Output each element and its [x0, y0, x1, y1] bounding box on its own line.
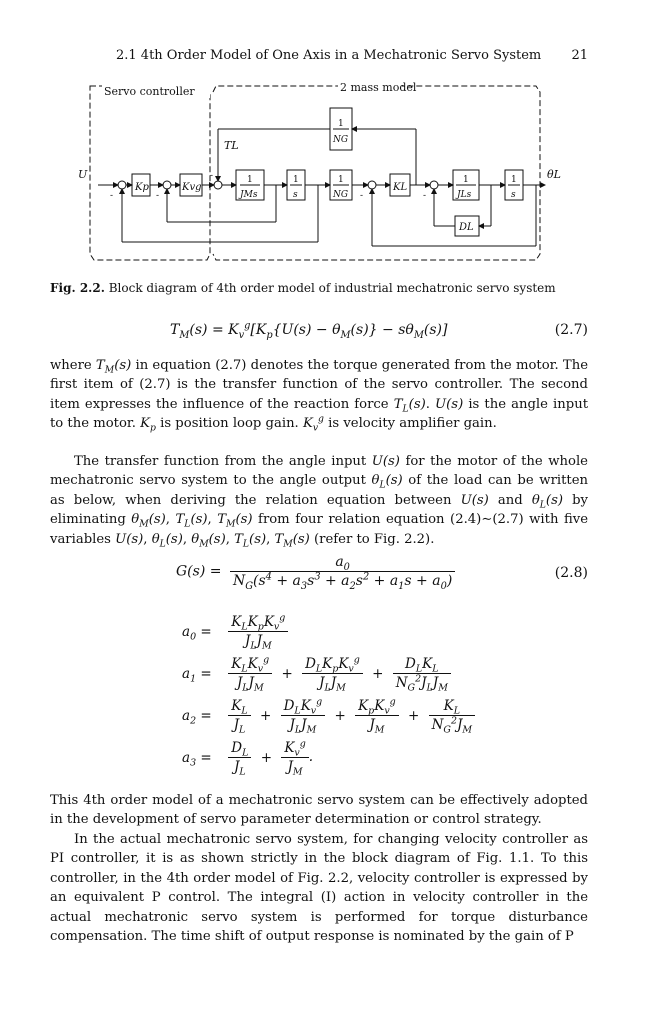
mass-model-region: [213, 86, 540, 260]
coefficient-a0: $a_0$ = $\frac{K_LK_pK_v^g}{J_LJ_M}$: [182, 614, 288, 649]
load-integrator-numerator: 1: [511, 175, 517, 185]
kl-label: KL: [393, 182, 408, 193]
svg-text:-: -: [156, 191, 160, 201]
summing-junction-load: [430, 181, 438, 189]
running-title: 2.1 4th Order Model of One Axis in a Mechatronic Servo System: [116, 48, 542, 63]
summing-junction-position: [118, 181, 126, 189]
equation-2-8: G(s) = $\frac{a_0}{N_G(s^4 + a_3s^3 + a_2s^2 + a_1s + a_0)}$: [176, 554, 455, 589]
load-inertia-numerator: 1: [463, 175, 469, 185]
caption-text: Block diagram of 4th order model of industrial mechatronic servo system: [108, 281, 556, 295]
paragraph-1: where $T_M(s)$ in equation (2.7) denotes the torque generated from the motor. The first item of (2.7) is the transfer function of the servo controller. The second item expresses the influence of the reaction force $T_L(s)$. U(s) is the angle input to the motor. $K_p$ is position loop gain. $K_v^g$ is velocity amplifier gain.: [50, 358, 589, 434]
figure-caption: [50, 281, 590, 296]
equation-2-7: $T_M(s) = K_v^g[K_p\{U(s) - \theta_M(s)\} - s\theta_M(s)]$: [170, 320, 448, 341]
output-theta-label: θL: [547, 168, 561, 181]
motor-inertia-denominator: JMs: [240, 190, 258, 200]
caption-label: Fig. 2.2.: [50, 281, 105, 295]
motor-integrator-numerator: 1: [293, 175, 299, 185]
load-inertia-denominator: JLs: [457, 190, 472, 200]
paragraph-2: The transfer function from the angle input U(s) for the motor of the whole mechatronic servo system to the angle output $\theta_L(s)$ of the load can be written as below, when deriving the relation equation between U(s) and $\theta_L(s)$ by eliminating $\theta_M(s)$, $T_L(s)$, $T_M(s)$ from four relation equation (2.4)∼(2.7) with five variables U(s), $\theta_L(s)$, $\theta_M(s)$, $T_L(s)$, $T_M(s)$ (refer to Fig. 2.2).: [50, 454, 589, 550]
load-integrator-denominator: s: [511, 190, 516, 200]
servo-controller-region: [90, 86, 210, 260]
gear-denominator: NG: [333, 190, 349, 200]
summing-junction-velocity: [163, 181, 171, 189]
input-u-label: U: [78, 168, 88, 181]
motor-integrator-denominator: s: [293, 190, 298, 200]
block-diagram-svg: [50, 74, 590, 274]
svg-text:-: -: [423, 191, 427, 201]
paragraph-4: In the actual mechatronic servo system, for changing velocity controller as PI controller, it is as shown strictly in the block diagram of Fig. 1.1. To this controller, in the 4th order model of Fig. 2.2, velocity controller is expressed by an equivalent P control. The integral (I) action in velocity controller in the actual mechatronic servo system is performed for torque disturbance compensation. The time shift of output response is nominated by the gain of P: [50, 832, 588, 945]
block-diagram-figure: [50, 74, 590, 278]
coefficient-a3: $a_3$ = $\frac{D_L}{J_L}$ + $\frac{K_v^g}{J_M}$ .: [182, 738, 314, 778]
coefficient-a1: $a_1$ = $\frac{K_LK_v^g}{J_LJ_M}$ + $\frac{D_LK_pK_v^g}{J_LJ_M}$ + $\frac{D_LK_L}{N_G^2J_LJ_M}$: [182, 656, 451, 691]
svg-text:-: -: [360, 191, 364, 201]
running-header: [116, 48, 588, 63]
equation-2-8-number: (2.8): [554, 565, 588, 581]
svg-text:-: -: [110, 191, 114, 201]
dl-label: DL: [459, 222, 474, 233]
paragraph-3: This 4th order model of a mechatronic servo system can be effectively adopted in the development of servo parameter determination or control strategy.: [50, 793, 588, 828]
reaction-denominator: NG: [333, 135, 349, 145]
disturbance-tl-label: TL: [224, 139, 239, 152]
reaction-numerator: 1: [338, 119, 344, 129]
kp-label: Kp: [135, 182, 149, 193]
svg-text:-: -: [210, 171, 214, 181]
kv-label: Kvg: [182, 182, 202, 193]
equation-2-7-number: (2.7): [554, 322, 588, 338]
coefficient-a2: $a_2$ = $\frac{K_L}{J_L}$ + $\frac{D_LK_v^g}{J_LJ_M}$ + $\frac{K_pK_v^g}{J_M}$ + $\frac{K_L}{N_G^2J_M}$: [182, 698, 475, 733]
summing-junction-torque: [214, 181, 222, 189]
servo-controller-label: Servo controller: [104, 85, 195, 98]
summing-junction-twist: [368, 181, 376, 189]
page-number: 21: [571, 48, 588, 63]
mass-model-label: 2 mass model: [340, 81, 417, 94]
gear-numerator: 1: [338, 175, 344, 185]
motor-inertia-numerator: 1: [247, 175, 253, 185]
